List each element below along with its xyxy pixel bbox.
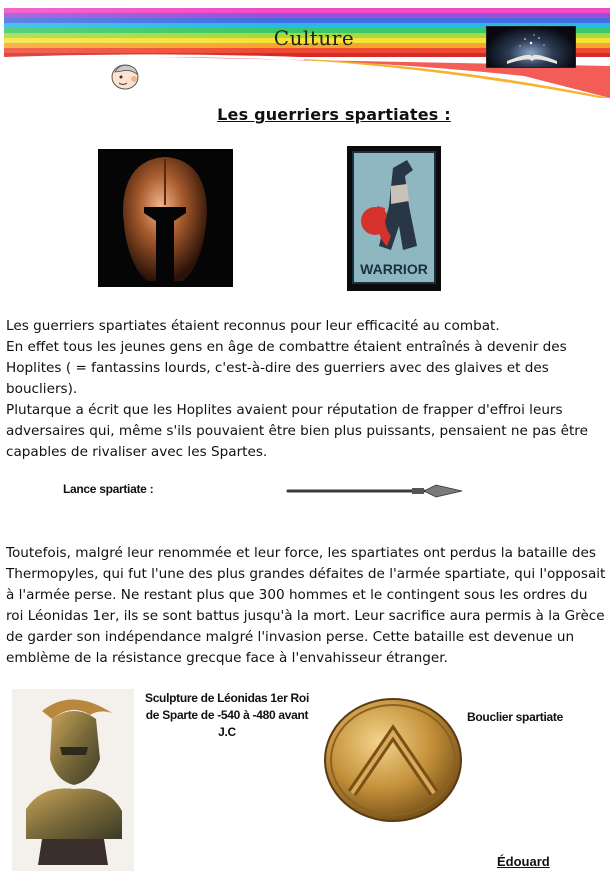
culture-banner: [4, 6, 610, 98]
author-signature: Édouard: [497, 854, 550, 869]
banner-title: Culture: [273, 26, 355, 50]
page-heading: Les guerriers spartiates :: [217, 105, 451, 124]
warrior-poster-text: WARRIOR: [360, 261, 428, 277]
spartan-shield-image: [322, 697, 464, 823]
thermopyles-paragraph: Toutefois, malgré leur renommée et leur force, les spartiates ont perdus la bataille des Thermopyles, qui fut l'une des plus grandes défaites de l'armée spartiate, qui l'opposait à l'armée perse. Ne restant plus que 300 hommes et le contingent sous les ordres du roi Léonidas 1er, ils se sont battus jusqu'à la mort. Leur sacrifice aura permis à la Grèce de garder son indépendance malgré l'invasion perse. Cette bataille est devenue un emblème de la résistance grecque face à l'envahisseur étranger.: [6, 545, 606, 666]
warrior-poster-image: [347, 146, 441, 291]
shield-caption: Bouclier spartiate: [467, 710, 563, 724]
leonidas-caption: Sculpture de Léonidas 1er Roi de Sparte de -540 à -480 avant J.C: [144, 691, 309, 739]
spear-image: [284, 480, 464, 502]
intro-paragraph: Les guerriers spartiates étaient reconnus pour leur efficacité au combat. En effet tous les jeunes gens en âge de combattre étaient entraînés à devenir des Hoplites ( = fantassins lourds, c'est-à-dire des guerriers avec des glaives et des boucliers). Plutarque a écrit que les Hoplites avaient pour réputation de frapper d'effroi leurs adversaires qui, même s'ils pouvaient être bien plus puissants, pensaient ne pas être capables de rivaliser avec les Spartes.: [6, 318, 588, 460]
spartan-helmet-image: [98, 149, 233, 287]
mascot-head-icon: [108, 60, 142, 92]
lance-caption: Lance spartiate :: [63, 482, 154, 496]
leonidas-sculpture-image: [12, 689, 134, 871]
open-book-image: [486, 26, 576, 68]
